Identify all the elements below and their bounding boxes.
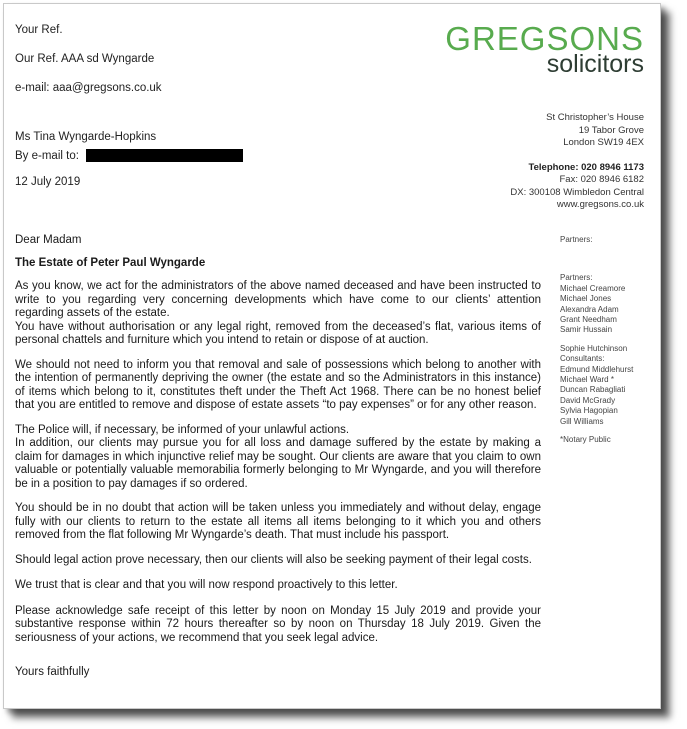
partners-sidebar: [560, 235, 658, 446]
letter-paragraph: The Police will, if necessary, be informed of your unlawful actions.: [15, 423, 350, 436]
letter-paragraph: Please acknowledge safe receipt of this letter by noon on Monday 15 July 2019 and provide your substantive response within 72 hours thereafter so by noon on Thursday 18 July 2019. Given the seriousness of your actions, we recommend that you seek legal advice.: [15, 604, 541, 644]
associate-name: Sophie Hutchinson: [560, 343, 628, 353]
consultant-names: [560, 365, 658, 427]
paragraph-group: [15, 424, 541, 492]
office-contact-line: DX: 300108 Wimbledon Central: [510, 186, 644, 198]
letter-paragraph: You have without authorisation or any legal right, removed from the deceased’s flat, various items of personal chattels and furniture which you intend to retain or dispose of at auction.: [15, 320, 541, 346]
consultant-name: Gill Williams: [560, 416, 604, 426]
recipient-name: Ms Tina Wyngarde-Hopkins: [15, 131, 157, 143]
paragraphs-container: [15, 280, 541, 645]
gregsons-logo: [445, 22, 644, 77]
office-address-lines: [510, 112, 644, 150]
our-ref: Our Ref. AAA sd Wyngarde: [15, 53, 155, 65]
letter-paragraph: As you know, we act for the administrators of the above named deceased and have been instructed to write to you regarding very concerning developments which have come to our clients’ attention regarding assets of the estate.: [15, 280, 541, 319]
office-other-contacts: [510, 174, 644, 212]
letter-date: 12 July 2019: [15, 176, 81, 188]
paragraph-group: [15, 579, 541, 593]
letter-paragraph: We should not need to inform you that removal and sale of possessions which belong to another with the intention of permanently depriving the owner (the estate and so the Administrators in this instance) of items which belong to it, constitutes theft under the Theft Act 1968. There can be no honest belief that you are entitled to remove and dispose of estate assets “to pay expenses” or for any other reason.: [15, 358, 541, 411]
letter-paragraph: You should be in no doubt that action will be taken unless you immediately and without delay, engage fully with our clients to return to the estate all items all items belonging to it which you and others removed from the flat following Mr Wyngarde’s death. That must include his passport.: [15, 502, 541, 541]
partners-heading: Partners:: [560, 235, 593, 244]
paragraph-group: [15, 502, 541, 543]
salutation: Dear Madam: [15, 234, 82, 246]
reference-block: [15, 24, 162, 111]
office-address-line: 19 Tabor Grove: [578, 124, 644, 136]
by-email-line: [15, 149, 243, 162]
consultant-name: David McGrady: [560, 395, 616, 405]
letter-paragraph: In addition, our clients may pursue you for all loss and damage suffered by the estate by making a claim for damages in which injunctive relief may be sought. Our clients are aware that you claim to own valuable or potentially valuable memorabilia formerly belonging to Mr Wyngarde, and you will therefore be in a position to pay damages if so ordered.: [15, 437, 541, 490]
partner-name: Michael Jones: [560, 294, 612, 304]
consultant-name: Duncan Rabagliati: [560, 385, 626, 395]
logo-wordmark: GREGSONS: [445, 20, 644, 57]
partners-list: [560, 273, 658, 335]
partner-name: Samir Hussain: [560, 325, 613, 335]
office-address-line: London SW19 4EX: [563, 137, 644, 148]
consultant-name: Sylvia Hagopian: [560, 406, 618, 416]
office-contact-line: Fax: 020 8946 6182: [559, 174, 644, 185]
notary-footnote: *Notary Public: [560, 435, 611, 445]
letter-paragraph: Should legal action prove necessary, then our clients will also be seeking payment of their legal costs.: [15, 553, 532, 566]
partner-name: Alexandra Adam: [560, 304, 619, 314]
paragraph-group: [15, 280, 541, 348]
paragraph-group: [15, 359, 541, 413]
recipient-block: [15, 131, 243, 188]
your-ref: Your Ref.: [15, 24, 63, 36]
subject-line: The Estate of Peter Paul Wyngarde: [15, 256, 206, 269]
consultants-list: [560, 344, 658, 427]
consultant-name: Edmund Middlehurst: [560, 364, 634, 374]
office-contact-line: www.gregsons.co.uk: [556, 199, 644, 210]
office-telephone: Telephone: 020 8946 1173: [528, 161, 644, 173]
paragraph-group: [15, 554, 541, 568]
letter-paragraph: We trust that is clear and that you will now respond proactively to this letter.: [15, 579, 398, 591]
partner-name: Grant Needham: [560, 315, 617, 325]
partners-label: Partners:: [560, 273, 593, 283]
sender-email: e-mail: aaa@gregsons.co.uk: [15, 82, 162, 94]
consultant-name: Michael Ward *: [560, 375, 614, 385]
paragraph-group: [15, 605, 541, 646]
by-email-label: By e-mail to:: [15, 150, 79, 162]
consultants-label: Consultants:: [560, 354, 605, 364]
closing: Yours faithfully: [15, 666, 90, 678]
office-address-line: St Christopher’s House: [546, 112, 644, 123]
partner-name: Michael Creamore: [560, 283, 626, 293]
office-contact-lines: [510, 162, 644, 212]
redacted-email-bar: [86, 149, 243, 162]
partner-names: [560, 284, 658, 336]
office-address-block: [510, 112, 644, 212]
letter-body: [15, 234, 541, 680]
letter-page: [3, 3, 661, 709]
logo-tagline: solicitors: [546, 50, 644, 78]
